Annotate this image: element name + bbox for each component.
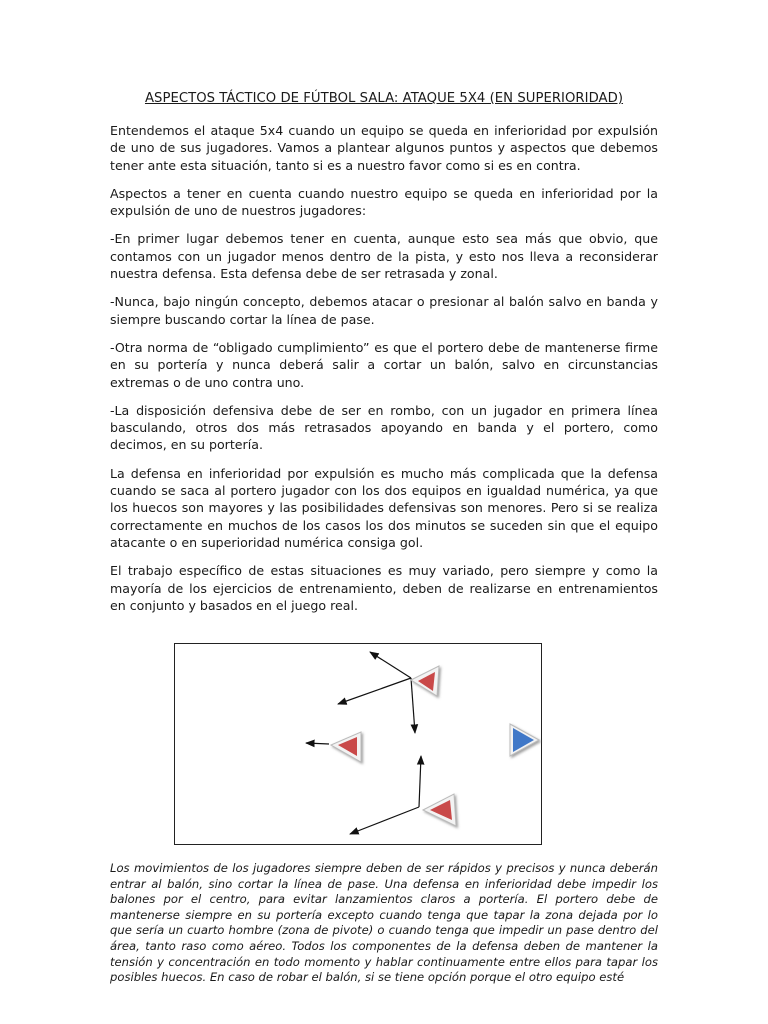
defender-triangle-icon bbox=[423, 794, 456, 826]
paragraph-defense: La defensa en inferioridad por expulsión es mucho más complicada que la defensa cuando se saca al portero jugador con los dos equipos en igualdad numérica, ya que los huecos son mayores y las posibilidades defensivas son menores. Pero si se realiza correctamente en muchos de los casos los dos minutos se suceden sin que el equipo atacante o en superioridad numérica consiga gol. bbox=[110, 465, 658, 550]
arrow-icon bbox=[338, 678, 411, 704]
goalkeeper-triangle-icon bbox=[510, 724, 539, 756]
paragraph-point-3: -Otra norma de “obligado cumplimiento” es que el portero debe de mantenerse firme en su portería y nunca deberá salir a cortar un balón, salvo en circunstancias extremas o de uno contra uno. bbox=[110, 339, 658, 390]
tactics-diagram bbox=[174, 643, 542, 845]
paragraph-training: El trabajo específico de estas situaciones es muy variado, pero siempre y como la mayoría de los ejercicios de entrenamiento, deben de realizarse en entrenamientos en conjunto y basados en el juego real. bbox=[110, 563, 658, 613]
tactics-diagram-svg bbox=[175, 644, 543, 846]
arrow-icon bbox=[306, 743, 329, 744]
paragraph-intro: Entendemos el ataque 5x4 cuando un equipo se queda en inferioridad por expulsión de uno de sus jugadores. Vamos a plantear algunos puntos y aspectos que debemos tener ante esta situación, tanto si es a nuestro favor como si es en contra. bbox=[110, 123, 658, 173]
paragraph-aspects: Aspectos a tener en cuenta cuando nuestro equipo se queda en inferioridad por la expulsión de uno de nuestros jugadores: bbox=[110, 185, 658, 219]
defender-triangle-icon bbox=[331, 732, 361, 762]
paragraph-point-2: -Nunca, bajo ningún concepto, debemos atacar o presionar al balón salvo en banda y siempre buscando cortar la línea de pase. bbox=[110, 294, 658, 327]
diagram-caption: Los movimientos de los jugadores siempre deben de ser rápidos y precisos y nunca deberán entrar al balón, sino cortar la línea de pase. Una defensa en inferioridad debe impedir los balones por el centro, para evitar lanzamientos claros a portería. El portero debe de mantenerse siempre en su portería excepto cuando tenga que tapar la zona dejada por lo que sería un cuarto hombre (zona de pivote) o cuando tenga que impedir un pase dentro del área, tanto raso como aéreo. Todos los componentes de la defensa deben de mantener la tensión y concentración en todo momento y hablar continuamente entre ellos para tapar los posibles huecos. En caso de robar el balón, si se tiene opción porque el otro equipo esté bbox=[110, 861, 658, 985]
arrow-icon bbox=[350, 807, 419, 834]
arrow-icon bbox=[370, 652, 411, 678]
arrow-icon bbox=[419, 756, 421, 807]
arrow-icon bbox=[411, 678, 415, 733]
page-title: ASPECTOS TÁCTICO DE FÚTBOL SALA: ATAQUE 5X4 (EN SUPERIORIDAD) bbox=[144, 91, 624, 106]
paragraph-point-1: -En primer lugar debemos tener en cuenta, aunque esto sea más que obvio, que contamos con un jugador menos dentro de la pista, y esto nos lleva a reconsiderar nuestra defensa. Esta defensa debe de ser retrasada y zonal. bbox=[110, 231, 658, 282]
defender-triangle-icon bbox=[411, 666, 439, 696]
paragraph-point-4: -La disposición defensiva debe de ser en rombo, con un jugador en primera línea basculando, otros dos más retrasados apoyando en banda y el portero, como decimos, en su portería. bbox=[110, 402, 658, 453]
document-body bbox=[110, 122, 658, 625]
